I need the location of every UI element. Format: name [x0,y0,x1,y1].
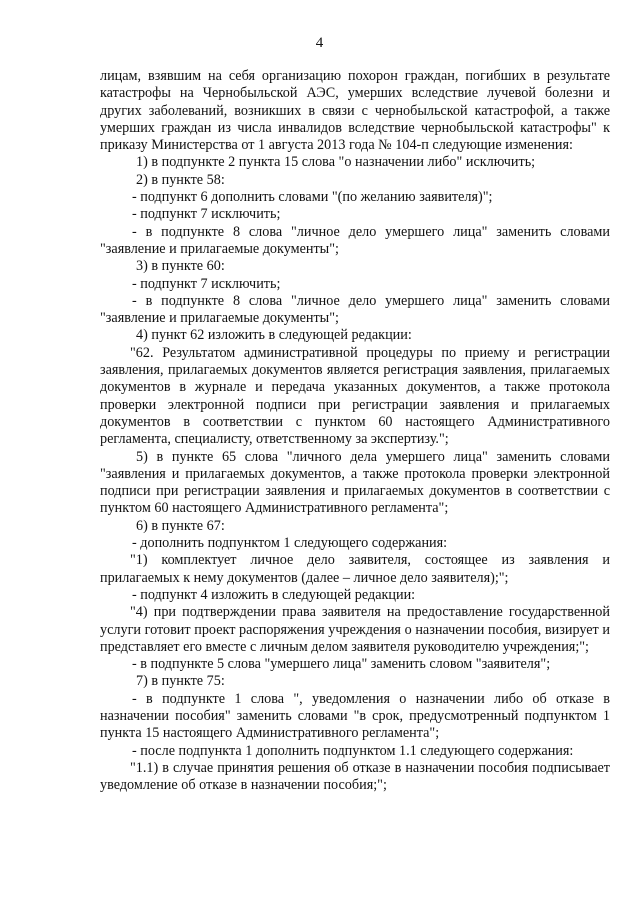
paragraph-item-5: 5) в пункте 65 слова "личного дела умершего лица" заменить словами "заявления и прилагаемых документов, а также протокола проверки электронной подписи при регистрации заявления и прилагаемых документов в соответствии с пунктом 60 настоящего Административного регламента"; [100,448,610,517]
paragraph-quote-62: "62. Результатом административной процедуры по приему и регистрации заявления, прилагаемых документов является регистрация заявления, прилагаемых документов в журнале и передача указанных документов, а также протокола проверки электронной подписи при регистрации заявления и прилагаемых документов в соответствии с пунктом 60 настоящего Административного регламента, специалисту, ответственному за экспертизу."; [100,344,610,448]
paragraph-item-7: 7) в пункте 75: [136,673,225,690]
paragraph-sub-item: - дополнить подпунктом 1 следующего содержания: [132,535,448,552]
paragraph-intro: лицам, взявшим на себя организацию похорон граждан, погибших в результате катастрофы на Чернобыльской АЭС, умерших вследствие лучевой болезни и других заболеваний, возникших в связи с чернобыльской катастрофой, а также умерших граждан из числа инвалидов вследствие чернобыльской катастрофы" к приказу Министерства от 1 августа 2013 года № 104-п следующие изменения: [100,68,610,154]
page-number: 4 [315,35,324,51]
paragraph-quote-1: "1) комплектует личное дело заявителя, состоящее из заявления и прилагаемых к нему документов (далее – личное дело заявителя);"; [100,552,610,586]
document-body [100,68,610,794]
paragraph-sub-item: - в подпункте 5 слова "умершего лица" заменить словом "заявителя"; [132,656,551,673]
paragraph-sub-item: - подпункт 6 дополнить словами "(по желанию заявителя)"; [132,189,493,206]
paragraph-item-1: 1) в подпункте 2 пункта 15 слова "о назначении либо" исключить; [136,154,536,171]
paragraph-item-4: 4) пункт 62 изложить в следующей редакции: [136,327,412,344]
paragraph-sub-item: - подпункт 7 исключить; [132,206,281,223]
paragraph-sub-item: - подпункт 4 изложить в следующей редакции: [132,586,416,603]
paragraph-item-2: 2) в пункте 58: [136,171,225,188]
paragraph-quote-4: "4) при подтверждении права заявителя на предоставление государственной услуги готовит проект распоряжения учреждения о назначении пособия, визирует и представляет его вместе с личным делом заявителя руководителю учреждения;"; [100,604,610,655]
paragraph-quote-1-1: "1.1) в случае принятия решения об отказе в назначении пособия подписывает уведомление об отказе в назначении пособия;"; [100,759,610,794]
paragraph-sub-item: - в подпункте 1 слова ", уведомления о назначении либо об отказе в назначении пособия" заменить словами "в срок, предусмотренный подпунктом 1 пункта 15 настоящего Административного регламента"; [100,690,610,742]
paragraph-sub-item: - в подпункте 8 слова "личное дело умершего лица" заменить словами "заявление и прилагаемые документы"; [100,223,610,257]
paragraph-item-6: 6) в пункте 67: [136,517,225,534]
paragraph-sub-item: - подпункт 7 исключить; [132,275,281,292]
paragraph-sub-item: - после подпункта 1 дополнить подпунктом 1.1 следующего содержания: [132,742,574,759]
paragraph-item-3: 3) в пункте 60: [136,258,225,275]
paragraph-sub-item: - в подпункте 8 слова "личное дело умершего лица" заменить словами "заявление и прилагаемые документы"; [100,292,610,327]
